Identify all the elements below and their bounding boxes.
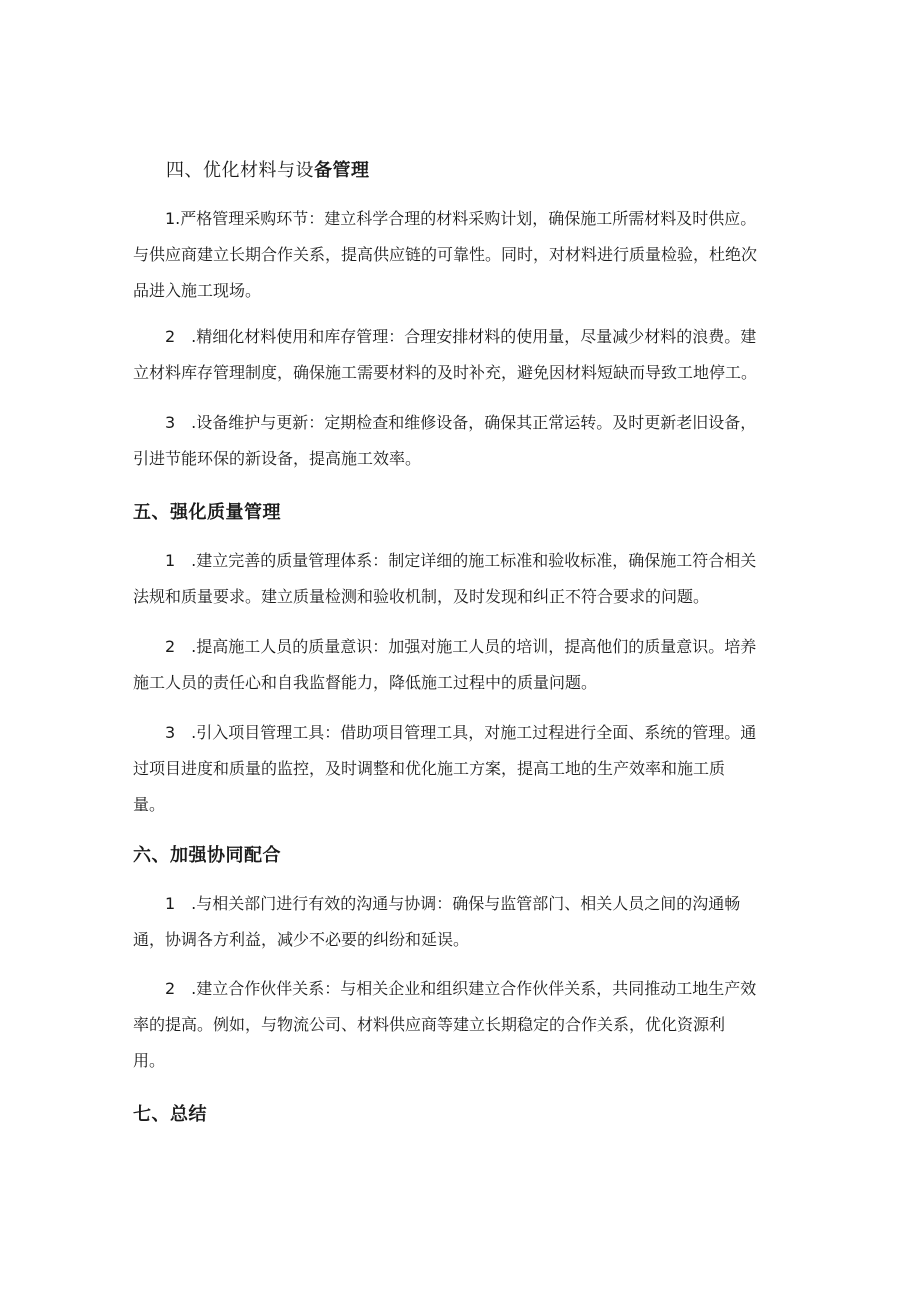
section-heading-6: 六、加强协同配合: [133, 845, 281, 866]
paragraph-line: 量。: [133, 795, 166, 814]
paragraph-line: 1.严格管理采购环节：建立科学合理的材料采购计划，确保施工所需材料及时供应。: [165, 209, 757, 228]
paragraph-line: 与供应商建立长期合作关系，提高供应链的可靠性。同时，对材料进行质量检验，杜绝次: [133, 245, 758, 264]
paragraph-6-1: [133, 886, 798, 958]
paragraph-4-2: [133, 319, 798, 391]
paragraph-line: 1 .与相关部门进行有效的沟通与协调：确保与监管部门、相关人员之间的沟通畅: [165, 894, 741, 913]
paragraph-line: 率的提高。例如，与物流公司、材料供应商等建立长期稳定的合作关系，优化资源利: [133, 1015, 726, 1034]
paragraph-line: 法规和质量要求。建立质量检测和验收机制，及时发现和纠正不符合要求的问题。: [133, 587, 710, 606]
paragraph-line: 1 .建立完善的质量管理体系：制定详细的施工标准和验收标准，确保施工符合相关: [165, 551, 757, 570]
paragraph-4-1: [133, 201, 798, 309]
paragraph-line: 2 .建立合作伙伴关系：与相关企业和组织建立合作伙伴关系，共同推动工地生产效: [165, 979, 757, 998]
paragraph-line: 引进节能环保的新设备，提高施工效率。: [133, 449, 422, 468]
section-heading-4: [166, 158, 370, 184]
paragraph-5-2: [133, 629, 798, 701]
section-heading-4-plain: 四、优化材料与设: [166, 160, 314, 181]
paragraph-line: 施工人员的责任心和自我监督能力，降低施工过程中的质量问题。: [133, 673, 598, 692]
paragraph-line: 3 .设备维护与更新：定期检查和维修设备，确保其正常运转。及时更新老旧设备，: [165, 413, 757, 432]
paragraph-line: 用。: [133, 1051, 166, 1070]
paragraph-line: 2 .精细化材料使用和库存管理：合理安排材料的使用量，尽量减少材料的浪费。建: [165, 327, 757, 346]
paragraph-5-3: [133, 715, 798, 823]
paragraph-4-3: [133, 405, 798, 477]
section-heading-7: 七、总结: [133, 1104, 207, 1125]
paragraph-line: 2 .提高施工人员的质量意识：加强对施工人员的培训，提高他们的质量意识。培养: [165, 637, 757, 656]
paragraph-line: 品进入施工现场。: [133, 281, 262, 300]
paragraph-line: 3 .引入项目管理工具：借助项目管理工具，对施工过程进行全面、系统的管理。通: [165, 723, 757, 742]
paragraph-6-2: [133, 971, 798, 1079]
paragraph-5-1: [133, 543, 798, 615]
paragraph-line: 过项目进度和质量的监控，及时调整和优化施工方案，提高工地的生产效率和施工质: [133, 759, 726, 778]
section-heading-4-bold: 备管理: [314, 160, 370, 181]
paragraph-line: 立材料库存管理制度，确保施工需要材料的及时补充，避免因材料短缺而导致工地停工。: [133, 363, 758, 382]
section-heading-5: 五、强化质量管理: [133, 502, 281, 523]
paragraph-line: 通，协调各方利益，减少不必要的纠纷和延误。: [133, 930, 470, 949]
